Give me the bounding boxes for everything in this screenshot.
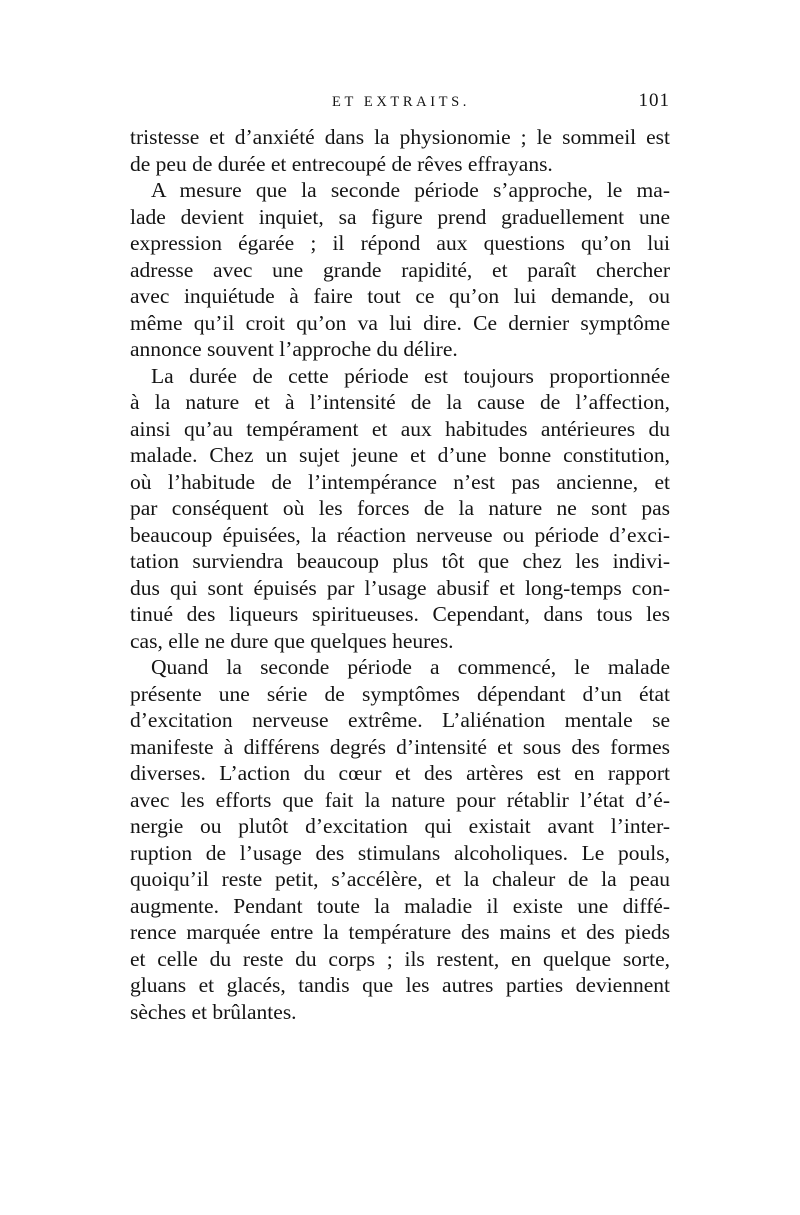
text-line: de peu de durée et entrecoupé de rêves effrayans. [130, 151, 553, 176]
paragraph-continued [130, 124, 670, 177]
text-line: annonce souvent l’approche du délire. [130, 337, 458, 361]
text-line: augmente. Pendant toute la maladie il existe une diffé- [130, 893, 670, 918]
text-line: même qu’il croit qu’on va lui dire. Ce dernier symptôme [130, 310, 670, 335]
text-line: d’excitation nerveuse extrême. L’aliénation mentale se [130, 708, 670, 732]
text-line: tation surviendra beaucoup plus tôt que chez les indivi- [130, 549, 670, 573]
page-number: 101 [638, 90, 670, 111]
text-line: lade devient inquiet, sa figure prend graduellement une [130, 204, 670, 229]
text-line: ruption de l’usage des stimulans alcoholiques. Le pouls, [130, 840, 670, 865]
text-line: adresse avec une grande rapidité, et paraît chercher [130, 257, 670, 282]
text-line: dus qui sont épuisés par l’usage abusif et long-temps con- [130, 575, 670, 600]
text-line: malade. Chez un sujet jeune et d’une bonne constitution, [130, 443, 670, 467]
text-line: beaucoup épuisées, la réaction nerveuse ou période d’exci- [130, 522, 670, 547]
text-line: par conséquent où les forces de la nature ne sont pas [130, 496, 670, 520]
text-line: gluans et glacés, tandis que les autres parties deviennent [130, 973, 670, 997]
page-header [130, 90, 670, 114]
text-line: rence marquée entre la température des mains et des pieds [130, 920, 670, 944]
text-line: La durée de cette période est toujours proportionnée [151, 363, 670, 388]
text-line: cas, elle ne dure que quelques heures. [130, 628, 454, 653]
text-line: sèches et brûlantes. [130, 999, 297, 1024]
text-line: où l’habitude de l’intempérance n’est pas ancienne, et [130, 469, 670, 494]
text-line: manifeste à différens degrés d’intensité et sous des formes [130, 734, 670, 759]
text-line: tristesse et d’anxiété dans la physionomie ; le sommeil est [130, 125, 670, 149]
text-line: avec les efforts que fait la nature pour rétablir l’état d’é- [130, 787, 670, 812]
text-line: tinué des liqueurs spiritueuses. Cependant, dans tous les [130, 602, 670, 626]
text-line: avec inquiétude à faire tout ce qu’on lui demande, ou [130, 284, 670, 308]
text-line: à la nature et à l’intensité de la cause de l’affection, [130, 390, 670, 414]
body-text [130, 124, 670, 1025]
text-line: A mesure que la seconde période s’approche, le ma- [151, 178, 670, 202]
text-line: et celle du reste du corps ; ils restent, en quelque sorte, [130, 946, 670, 971]
text-line: présente une série de symptômes dépendant d’un état [130, 681, 670, 706]
text-line: diverses. L’action du cœur et des artères est en rapport [130, 761, 670, 785]
text-line: nergie ou plutôt d’excitation qui existait avant l’inter- [130, 814, 670, 838]
paragraph [130, 363, 670, 655]
text-line: expression égarée ; il répond aux questions qu’on lui [130, 231, 670, 255]
paragraph [130, 654, 670, 1025]
text-line: quoiqu’il reste petit, s’accélère, et la chaleur de la peau [130, 867, 670, 891]
text-line: Quand la seconde période a commencé, le malade [151, 655, 670, 679]
paragraph [130, 177, 670, 363]
running-title: ET EXTRAITS. [332, 94, 470, 110]
text-line: ainsi qu’au tempérament et aux habitudes antérieures du [130, 416, 670, 441]
